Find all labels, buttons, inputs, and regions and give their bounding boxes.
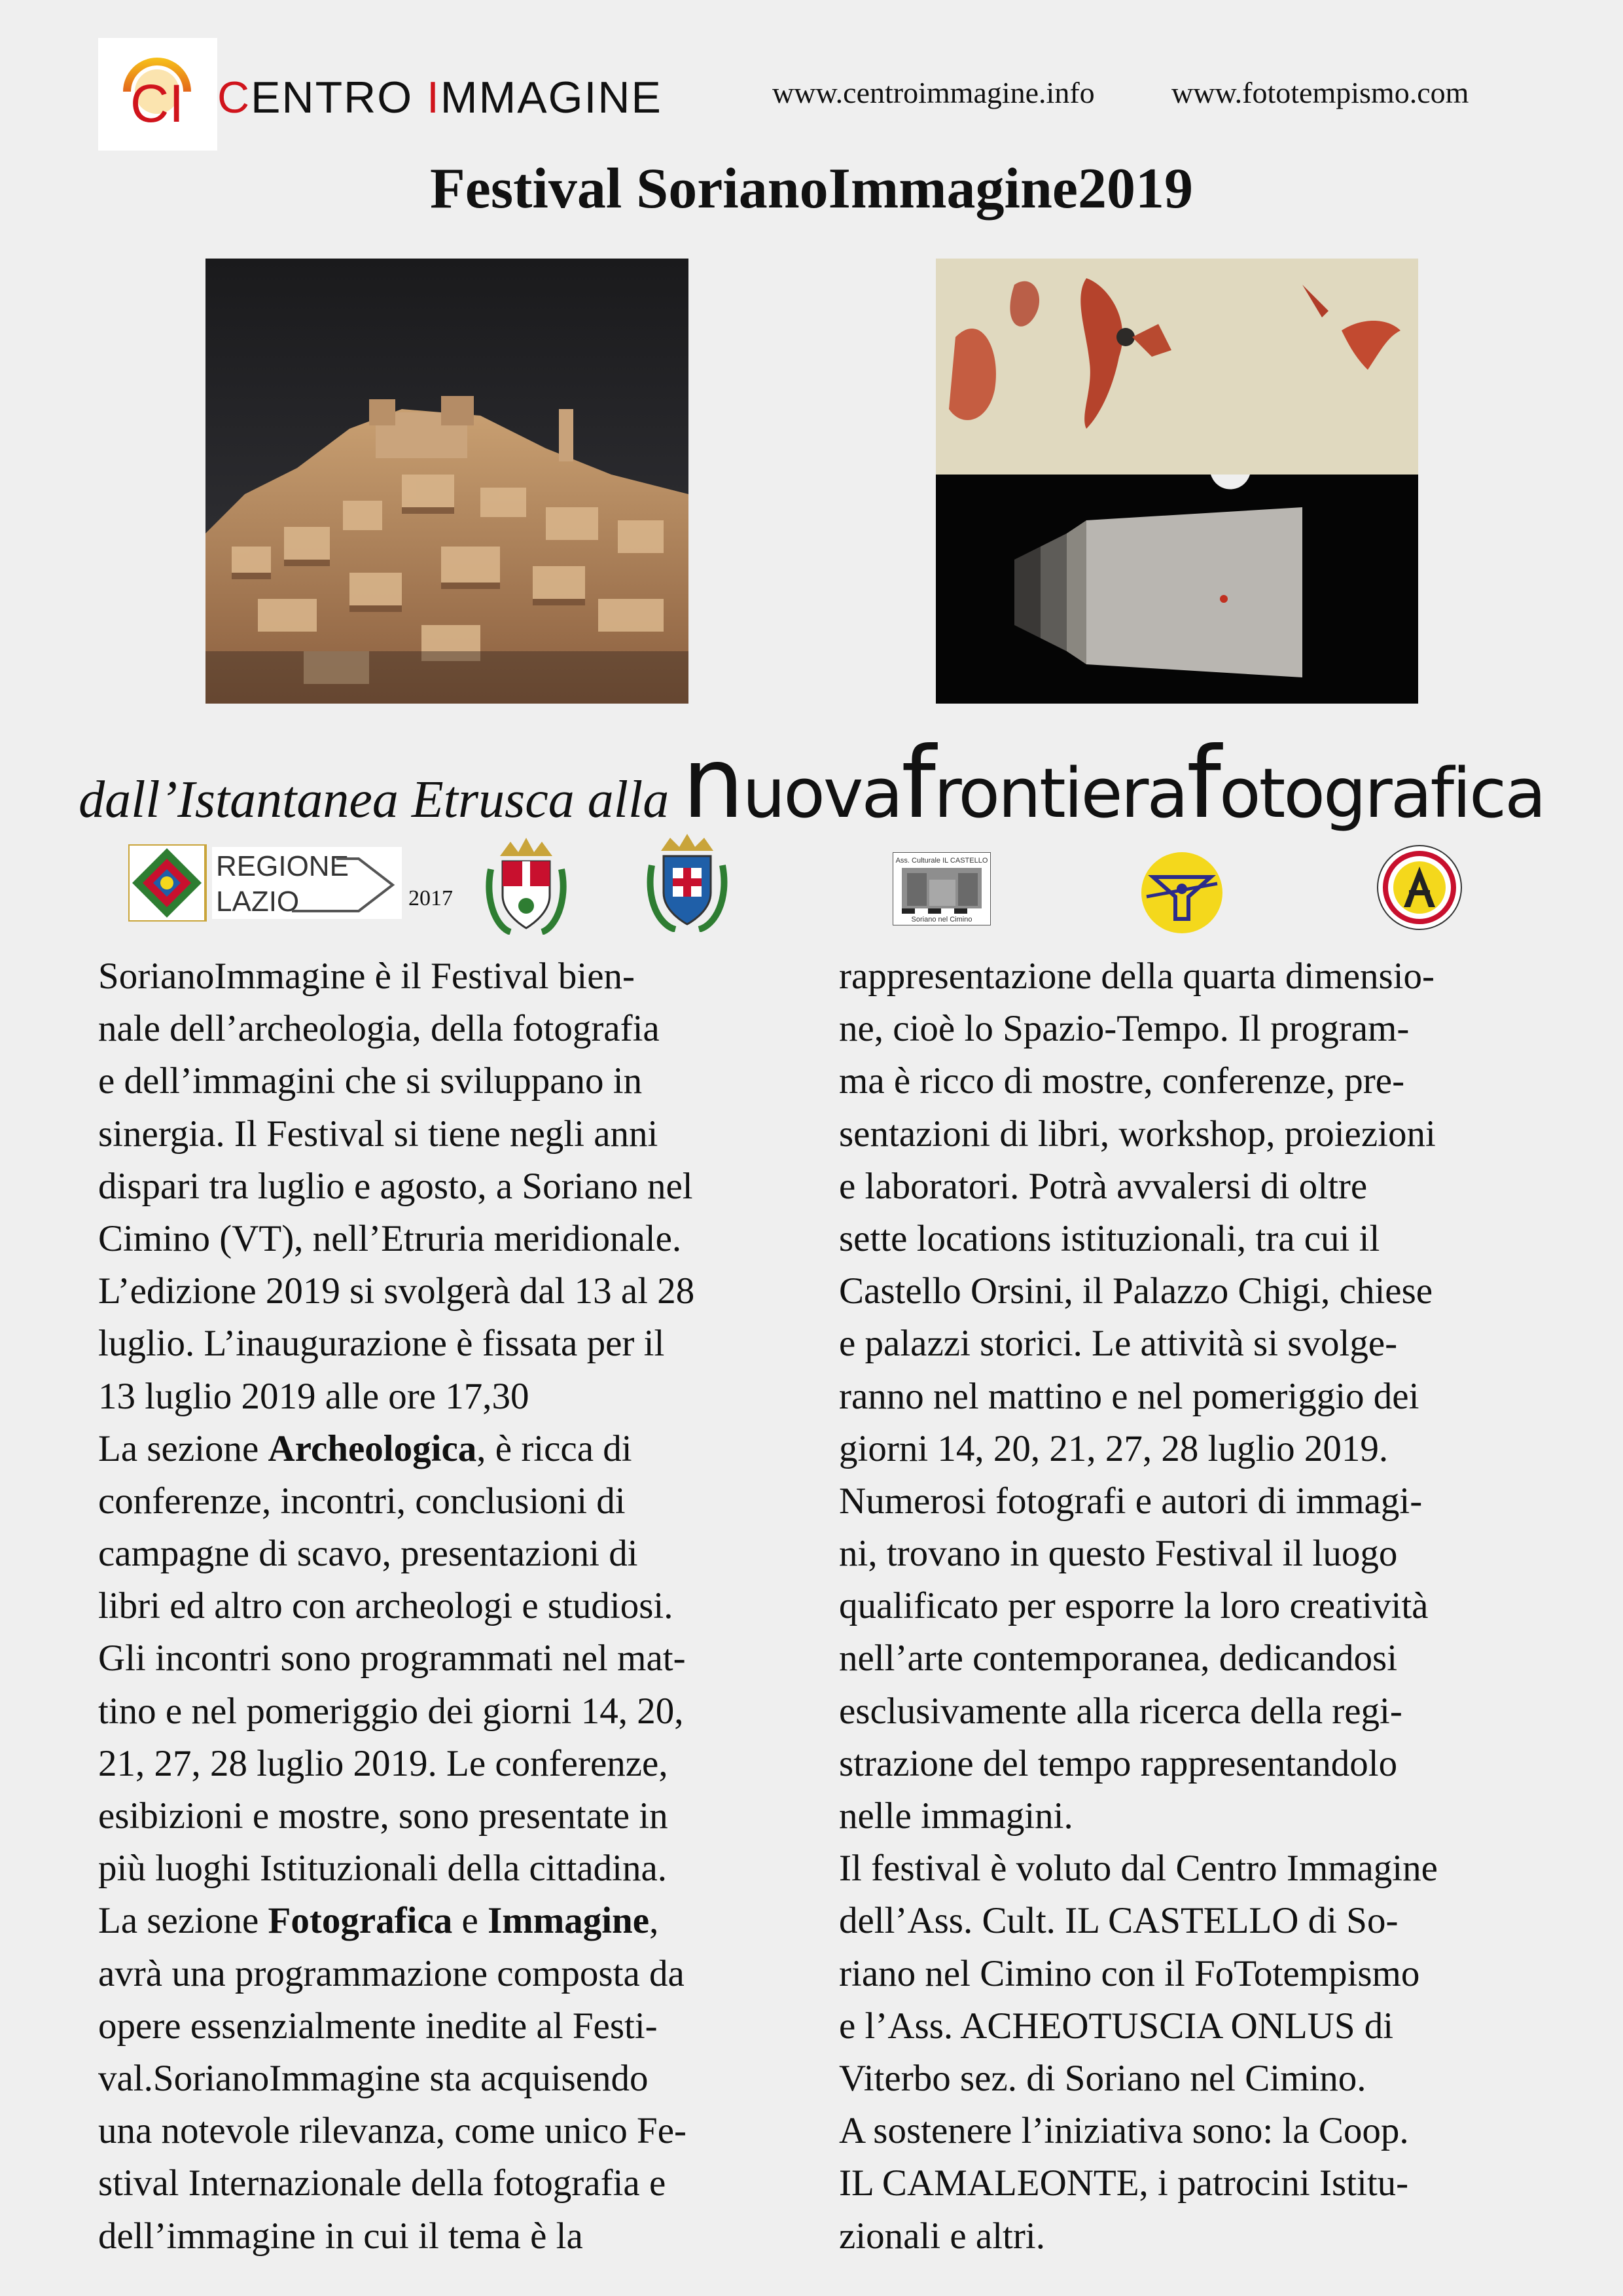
- subtitle: dall’Istantanea Etrusca alla nuovafrontierafotografica: [79, 726, 1544, 840]
- body-line: esibizioni e mostre, sono presentate in: [98, 1795, 668, 1837]
- body-line: zionali e altri.: [839, 2215, 1045, 2257]
- body-line: Il festival è voluto dal Centro Immagine: [839, 1848, 1438, 1890]
- body-line: luglio. L’inaugurazione è fissata per il: [98, 1323, 665, 1365]
- body-line: sinergia. Il Festival si tiene negli anni: [98, 1113, 658, 1155]
- svg-text:Soriano nel Cimino: Soriano nel Cimino: [911, 916, 972, 924]
- page-title: Festival SorianoImmagine2019: [430, 157, 1193, 221]
- body-line: avrà una programmazione composta da: [98, 1952, 685, 1994]
- body-line: e dell’immagini che si sviluppano in: [98, 1060, 643, 1102]
- body-line: 21, 27, 28 luglio 2019. Le conferenze,: [98, 1742, 668, 1784]
- body-line: val.SorianoImmagine sta acquisendo: [98, 2057, 649, 2099]
- photo-etruscan-fresco: [936, 259, 1418, 704]
- body-line: sette locations istituzionali, tra cui il: [839, 1217, 1380, 1259]
- soriano-coat-of-arms-icon: [484, 830, 568, 935]
- body-line: Viterbo sez. di Soriano nel Cimino.: [839, 2057, 1366, 2099]
- logo-letters: CI: [130, 74, 184, 134]
- regione-lazio-year: 2017: [408, 886, 453, 910]
- body-line: una notevole rilevanza, come unico Fe-: [98, 2110, 687, 2152]
- body-line: dell’immagine in cui il tema è la: [98, 2215, 583, 2257]
- body-line: libri ed altro con archeologi e studiosi.: [98, 1585, 673, 1627]
- body-line: A sostenere l’iniziativa sono: la Coop.: [839, 2110, 1409, 2152]
- body-line: qualificato per esporre la loro creatività: [839, 1585, 1429, 1627]
- body-line: Numerosi fotografi e autori di immagi-: [839, 1480, 1423, 1522]
- body-line: L’edizione 2019 si svolgerà dal 13 al 28: [98, 1270, 695, 1312]
- photo-soriano-town: [205, 259, 688, 704]
- body-line: dell’Ass. Cult. IL CASTELLO di So-: [839, 1900, 1399, 1942]
- body-line: strazione del tempo rappresentandolo: [839, 1742, 1398, 1784]
- website-link-centroimmagine[interactable]: www.centroimmagine.info: [772, 76, 1095, 109]
- body-column-left: [98, 950, 694, 2263]
- body-line: e laboratori. Potrà avvalersi di oltre: [839, 1165, 1368, 1207]
- body-line: nale dell’archeologia, della fotografia: [98, 1008, 660, 1050]
- body-line: stival Internazionale della fotografia e: [98, 2162, 666, 2204]
- body-line: esclusivamente alla ricerca della regi-: [839, 1690, 1402, 1732]
- svg-text:Ass. Culturale IL CASTELLO: Ass. Culturale IL CASTELLO: [895, 857, 988, 865]
- centro-immagine-logo: [111, 51, 203, 136]
- body-line: sentazioni di libri, workshop, proiezioni: [839, 1113, 1436, 1155]
- svg-text:REGIONE: REGIONE: [216, 850, 349, 882]
- body-line: tino e nel pomeriggio dei giorni 14, 20,: [98, 1690, 684, 1732]
- body-line: giorni 14, 20, 21, 27, 28 luglio 2019.: [839, 1427, 1389, 1469]
- body-line: e palazzi storici. Le attività si svolge-: [839, 1323, 1398, 1365]
- fototempismo-logo-icon: [1140, 851, 1224, 935]
- viterbo-coat-of-arms-icon: [647, 829, 728, 932]
- body-line: ne, cioè lo Spazio-Tempo. Il program-: [839, 1008, 1410, 1050]
- body-line: Cimino (VT), nell’Etruria meridionale.: [98, 1217, 682, 1259]
- body-line: IL CAMALEONTE, i patrocini Istitu-: [839, 2162, 1409, 2204]
- il-castello-association-logo: [893, 852, 991, 925]
- body-line: ranno nel mattino e nel pomeriggio dei: [839, 1375, 1419, 1417]
- body-line: ma è ricco di mostre, conferenze, pre-: [839, 1060, 1405, 1102]
- body-column-right: [839, 950, 1438, 2263]
- body-line: rappresentazione della quarta dimensio-: [839, 956, 1435, 997]
- body-line: nell’arte contemporanea, dedicandosi: [839, 1638, 1398, 1679]
- body-line-fotografica: La sezione Fotografica e Immagine,: [98, 1900, 659, 1942]
- body-line: opere essenzialmente inedite al Festi-: [98, 2005, 658, 2047]
- body-line: campagne di scavo, presentazioni di: [98, 1533, 638, 1575]
- body-line: Castello Orsini, il Palazzo Chigi, chiese: [839, 1270, 1433, 1312]
- body-line: dispari tra luglio e agosto, a Soriano nel: [98, 1165, 693, 1207]
- body-line: SorianoImmagine è il Festival bien-: [98, 956, 635, 997]
- archeotuscia-logo-icon: [1376, 844, 1463, 931]
- brand-name: CENTRO IMMAGINE: [217, 73, 662, 122]
- body-line: nelle immagini.: [839, 1795, 1073, 1837]
- website-link-fototempismo[interactable]: www.fototempismo.com: [1171, 76, 1469, 109]
- body-line: e l’Ass. ACHEOTUSCIA ONLUS di: [839, 2005, 1394, 2047]
- body-line: Gli incontri sono programmati nel mat-: [98, 1638, 686, 1679]
- body-line-archeologica: La sezione Archeologica, è ricca di: [98, 1427, 632, 1469]
- body-line: riano nel Cimino con il FoTotempismo: [839, 1952, 1420, 1994]
- body-line: conferenze, incontri, conclusioni di: [98, 1480, 626, 1522]
- body-line: ni, trovano in questo Festival il luogo: [839, 1533, 1398, 1575]
- body-line: più luoghi Istituzionali della cittadina.: [98, 1848, 668, 1890]
- svg-text:LAZIO: LAZIO: [216, 886, 300, 918]
- regione-lazio-logo: [128, 844, 406, 922]
- body-line: 13 luglio 2019 alle ore 17,30: [98, 1375, 529, 1417]
